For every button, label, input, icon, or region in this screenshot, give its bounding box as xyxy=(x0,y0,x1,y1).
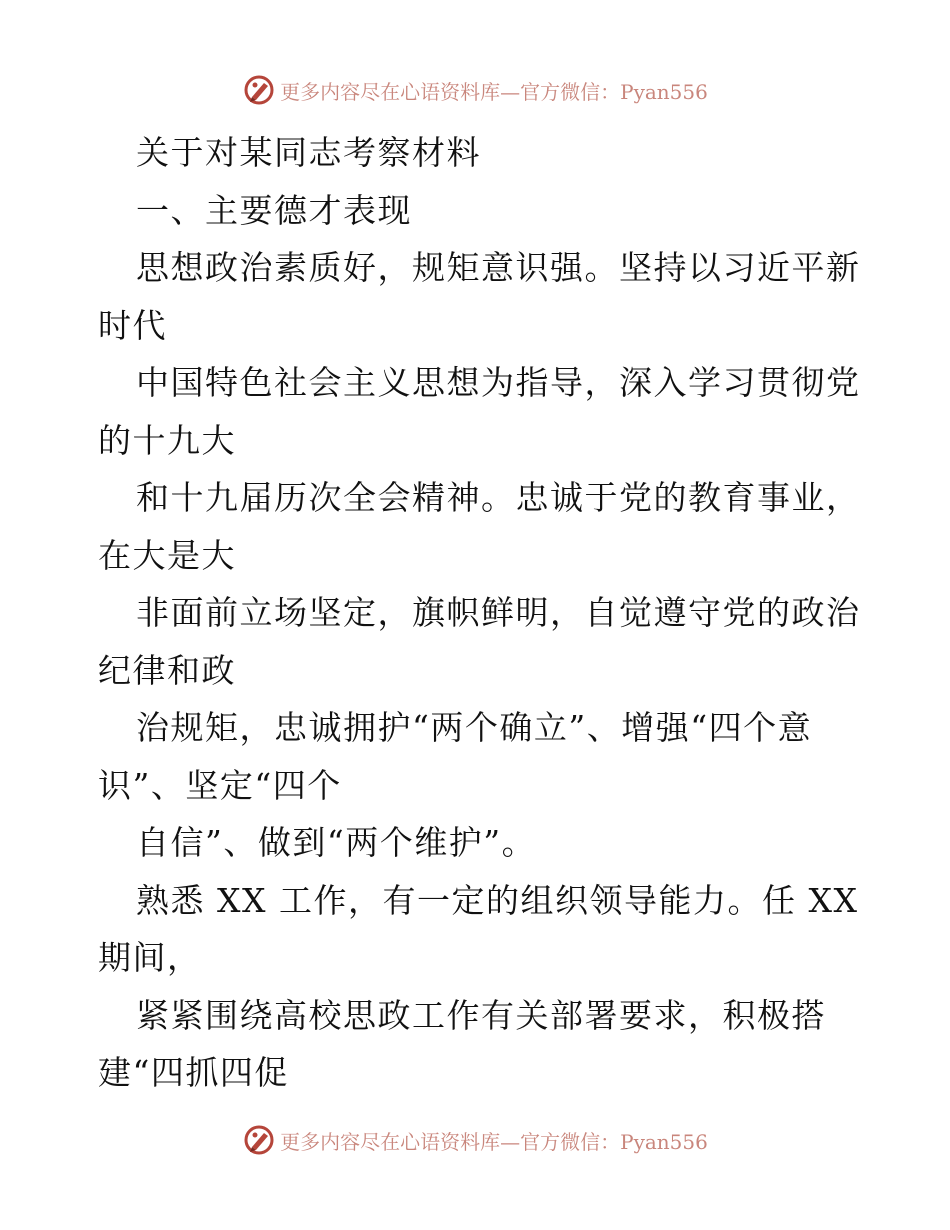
header-banner xyxy=(0,70,950,110)
paragraph-line: 熟悉 XX 工作，有一定的组织领导能力。任 XX xyxy=(136,880,859,920)
footer-banner xyxy=(0,1120,950,1160)
paragraph-line: 非面前立场坚定，旗帜鲜明，自觉遵守党的政治 xyxy=(136,593,861,632)
pen-logo-icon xyxy=(242,1123,276,1157)
paragraph-line: 思想政治素质好，规矩意识强。坚持以习近平新 xyxy=(136,248,861,287)
document-title: 关于对某同志考察材料 xyxy=(136,133,481,172)
section-heading: 一、主要德才表现 xyxy=(136,190,412,230)
paragraph-line: 在大是大 xyxy=(98,535,236,575)
paragraph-line: 纪律和政 xyxy=(98,650,236,690)
paragraph-line: 期间， xyxy=(98,938,202,977)
paragraph-line: 治规矩，忠诚拥护“两个确立”、增强“四个意 xyxy=(136,708,813,747)
paragraph-line: 自信”、做到“两个维护”。 xyxy=(136,823,537,862)
footer-banner-text: 更多内容尽在心语资料库—官方微信：Pyan556 xyxy=(280,1129,708,1154)
paragraph-line: 时代 xyxy=(98,305,167,345)
paragraph-line: 识”、坚定“四个 xyxy=(98,765,342,805)
paragraph-line: 中国特色社会主义思想为指导，深入学习贯彻党 xyxy=(136,363,861,402)
pen-logo-icon xyxy=(242,73,276,107)
header-banner-text: 更多内容尽在心语资料库—官方微信：Pyan556 xyxy=(280,79,708,104)
paragraph-line: 的十九大 xyxy=(98,420,236,460)
paragraph-line: 和十九届历次全会精神。忠诚于党的教育事业， xyxy=(136,478,861,517)
paragraph-line: 建“四抓四促 xyxy=(98,1053,289,1092)
document-body xyxy=(98,124,861,1102)
paragraph-line: 紧紧围绕高校思政工作有关部署要求，积极搭 xyxy=(136,995,826,1035)
